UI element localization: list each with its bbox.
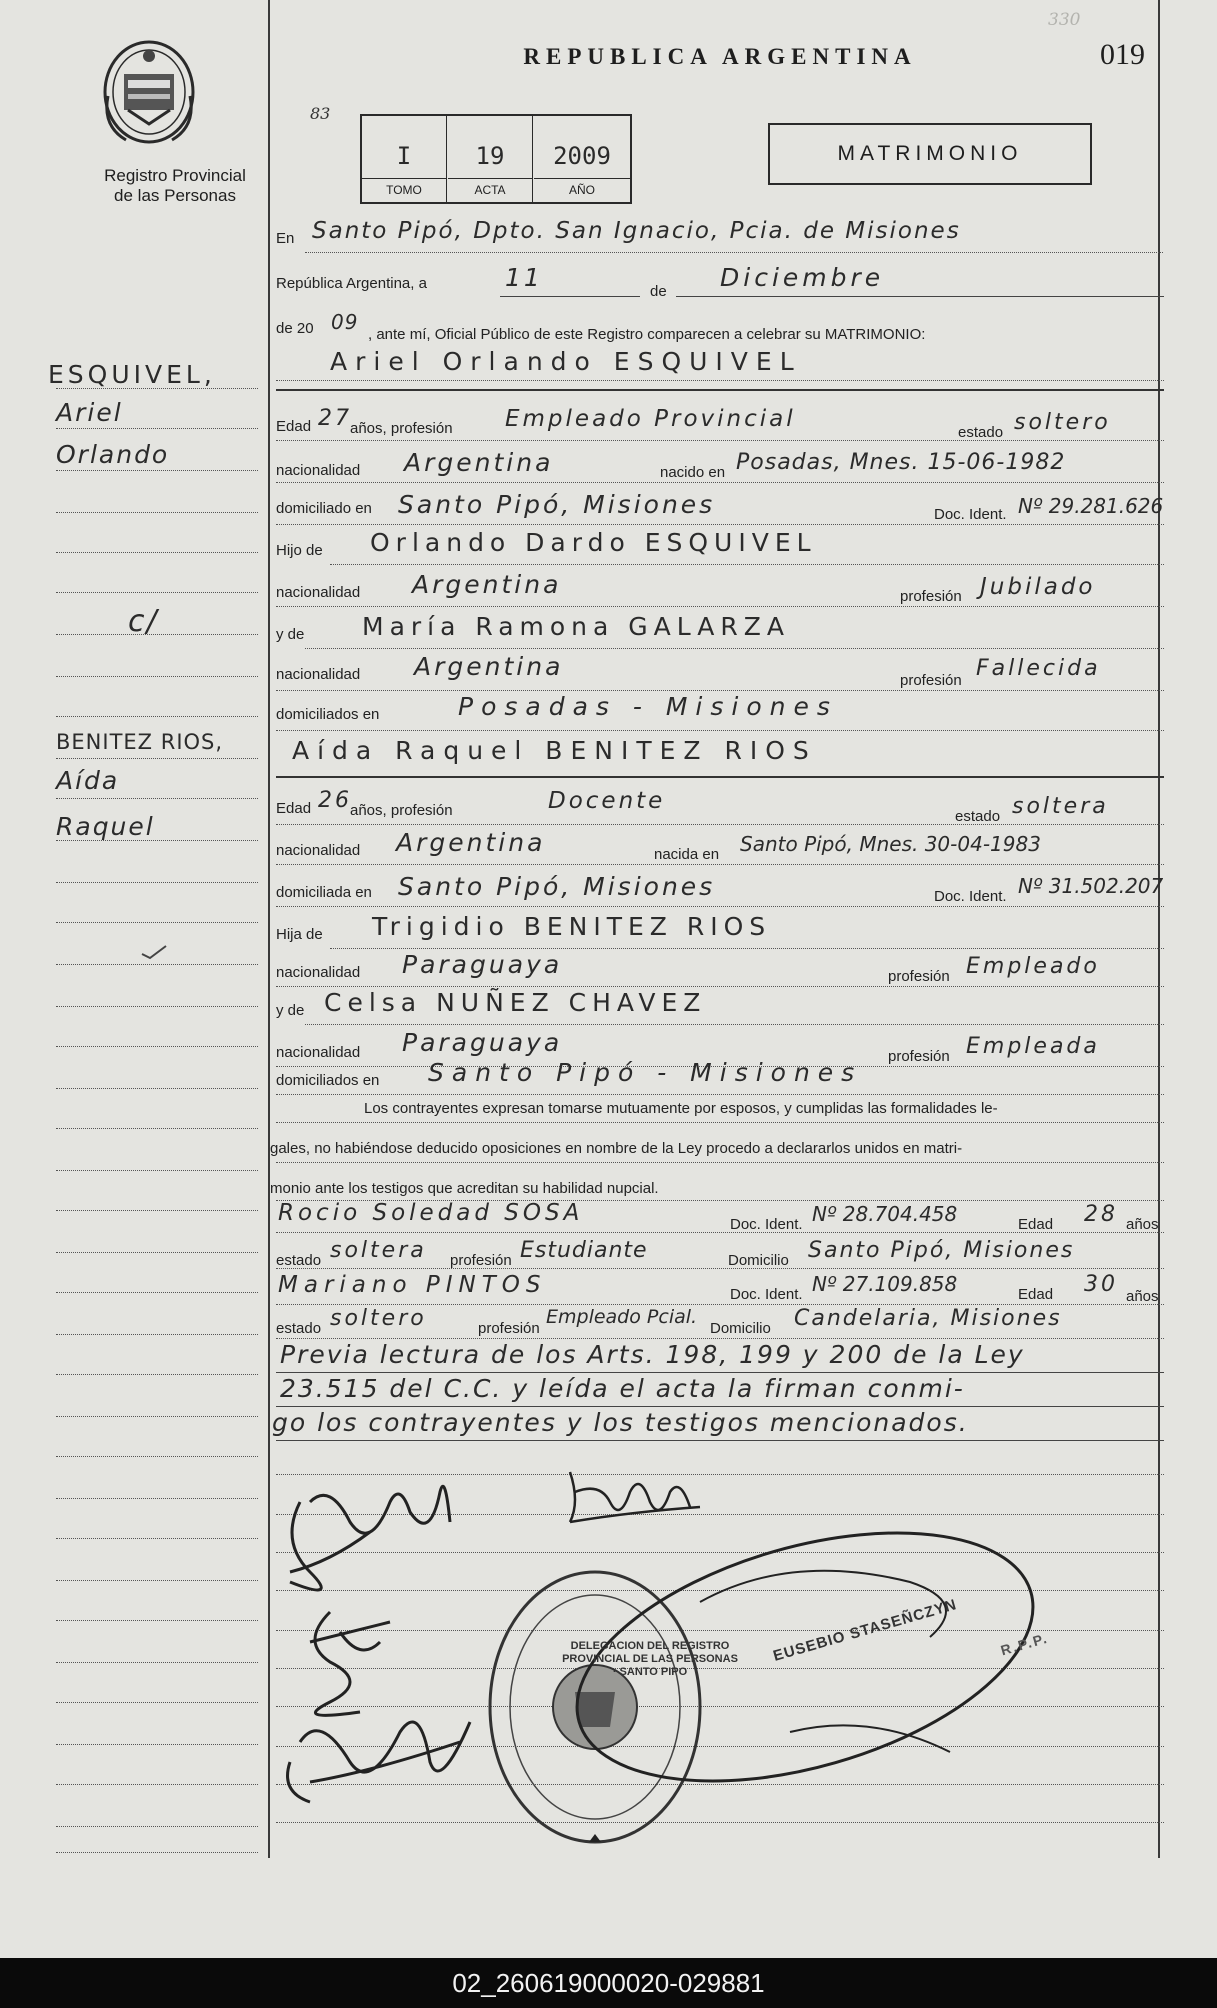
closing-line-1: Previa lectura de los Arts. 198, 199 y 200 de la Ley — [280, 1340, 1025, 1369]
c1-padre: Orlando Dardo ESQUIVEL — [370, 528, 817, 557]
page-number: 019 — [1100, 38, 1145, 71]
t2-doc: Nº 27.109.858 — [812, 1272, 958, 1296]
dotted-line — [276, 690, 1164, 691]
margin-line — [56, 1498, 258, 1499]
margin-line — [56, 592, 258, 593]
dotted-line — [330, 948, 1164, 949]
t2-nombre: Mariano PINTOS — [278, 1272, 547, 1298]
c2-domicilio: Santo Pipó, Misiones — [398, 872, 716, 901]
dotted-line — [276, 380, 1164, 381]
c2-nacionalidad: Argentina — [396, 828, 546, 857]
section-separator — [276, 776, 1164, 778]
dotted-line — [276, 906, 1164, 907]
dotted-line — [276, 1122, 1164, 1123]
margin-line — [56, 798, 258, 799]
dotted-line — [276, 1094, 1164, 1095]
margin-line — [56, 1662, 258, 1663]
corner-pencil-mark: 330 — [1048, 10, 1081, 30]
c1-estado: soltero — [1014, 410, 1111, 435]
t1-estado: soltera — [330, 1238, 427, 1263]
label-anios: años — [1126, 1288, 1159, 1305]
label-y-de: y de — [276, 1002, 305, 1019]
label-comparecen: , ante mí, Oficial Público de este Registro comparecen a celebrar su MATRIMONIO: — [368, 326, 926, 343]
mes-field: Diciembre — [720, 263, 885, 292]
legal-text-line-1: Los contrayentes expresan tomarse mutuamente por esposos, y cumplidas las formalidades le- — [364, 1100, 998, 1117]
label-doc-ident: Doc. Ident. — [934, 506, 1007, 523]
margin-line — [56, 1620, 258, 1621]
label-estado: estado — [958, 424, 1004, 441]
margin-line — [56, 1334, 258, 1335]
margin-conj: c/ — [128, 604, 159, 639]
matrimonio-box: MATRIMONIO — [768, 123, 1092, 185]
dotted-line — [276, 1268, 1164, 1269]
label-nacionalidad: nacionalidad — [276, 1044, 361, 1061]
anio-field: 09 — [331, 310, 359, 334]
margin-line — [56, 1580, 258, 1581]
label-nacionalidad: nacionalidad — [276, 462, 361, 479]
dotted-line — [305, 252, 1163, 253]
margin-n2-line1: BENITEZ RIOS, — [56, 730, 224, 754]
label-domiciliados-en: domiciliados en — [276, 1072, 380, 1089]
margin-line — [56, 1538, 258, 1539]
solid-line — [676, 296, 1164, 297]
label-estado: estado — [955, 808, 1001, 825]
c2-padre-nac: Paraguaya — [402, 950, 563, 979]
t2-edad: 30 — [1084, 1272, 1118, 1297]
t1-doc: Nº 28.704.458 — [812, 1202, 958, 1226]
margin-line — [56, 512, 258, 513]
label-profesion: profesión — [888, 1048, 950, 1065]
registro-title: Registro Provincial de las Personas — [104, 166, 246, 205]
margin-line — [56, 716, 258, 717]
acta-cell: 19 ACTA — [448, 116, 533, 202]
signature-testigo-2 — [288, 1722, 471, 1802]
c2-profesion: Docente — [548, 788, 666, 814]
c2-madre-prof: Empleada — [966, 1034, 1100, 1059]
dotted-line — [276, 524, 1164, 525]
oval-stamp-rpp: R.P.P. — [998, 1629, 1051, 1659]
t1-profesion: Estudiante — [520, 1238, 648, 1263]
c1-padre-prof: Jubilado — [980, 574, 1096, 600]
c1-nacionalidad: Argentina — [404, 448, 554, 477]
margin-line — [56, 470, 258, 471]
c1-madre-prof: Fallecida — [976, 656, 1101, 681]
c2-estado: soltera — [1012, 794, 1109, 819]
label-republica-a: República Argentina, a — [276, 275, 427, 292]
check-mark-icon — [140, 942, 170, 962]
label-de: de — [650, 283, 667, 300]
label-anios-profesion: años, profesión — [350, 420, 453, 437]
signature-contrayente-2 — [570, 1472, 700, 1522]
dia-field: 11 — [505, 263, 543, 292]
round-stamp-text: DELEGACION DEL REGISTRO PROVINCIAL DE LAS PERSONAS · SANTO PIPO — [562, 1640, 738, 1678]
dotted-line — [276, 1232, 1164, 1233]
c1-edad: 27 — [318, 406, 352, 431]
signature-testigo-1 — [310, 1612, 390, 1715]
margin-line — [56, 1826, 258, 1827]
label-hijo-de: Hijo de — [276, 542, 323, 559]
margin-n1-line2: Ariel — [56, 398, 123, 427]
margin-line — [56, 1374, 258, 1375]
solid-line — [276, 1372, 1164, 1373]
dotted-line — [276, 440, 1164, 441]
label-profesion: profesión — [450, 1252, 512, 1269]
margin-line — [56, 1852, 258, 1853]
label-nacionalidad: nacionalidad — [276, 842, 361, 859]
label-edad: Edad — [276, 418, 312, 435]
label-anios-profesion: años, profesión — [350, 802, 453, 819]
margin-line — [56, 552, 258, 553]
closing-line-3: go los contrayentes y los testigos mencionados. — [272, 1408, 969, 1437]
t1-domicilio: Santo Pipó, Misiones — [808, 1238, 1075, 1263]
solid-line — [500, 296, 640, 297]
c2-padres-dom: Santo Pipó - Misiones — [428, 1058, 863, 1087]
margin-line — [56, 1292, 258, 1293]
t1-nombre: Rocio Soledad SOSA — [278, 1200, 584, 1226]
dotted-line — [276, 1162, 1164, 1163]
margin-n2-line3: Raquel — [56, 812, 155, 841]
label-profesion: profesión — [478, 1320, 540, 1337]
c1-profesion: Empleado Provincial — [505, 406, 796, 432]
margin-line — [56, 634, 258, 635]
label-domiciliados-en: domiciliados en — [276, 706, 380, 723]
c2-padre: Trigidio BENITEZ RIOS — [372, 912, 772, 941]
label-doc-ident: Doc. Ident. — [730, 1216, 803, 1233]
lugar-field: Santo Pipó, Dpto. San Ignacio, Pcia. de Misiones — [312, 218, 961, 244]
margin-line — [56, 1210, 258, 1211]
tomo-acta-anio-box — [360, 114, 632, 204]
label-doc-ident: Doc. Ident. — [730, 1286, 803, 1303]
republica-title: REPUBLICA ARGENTINA — [523, 44, 917, 69]
margin-line — [56, 1702, 258, 1703]
t2-estado: soltero — [330, 1306, 427, 1331]
c2-doc: Nº 31.502.207 — [1018, 874, 1164, 898]
margin-line — [56, 1416, 258, 1417]
dotted-line — [276, 1338, 1164, 1339]
t2-profesion: Empleado Pcial. — [546, 1306, 698, 1328]
label-domicilio: Domicilio — [710, 1320, 771, 1337]
margin-line — [56, 1784, 258, 1785]
margin-line — [56, 1128, 258, 1129]
label-nacido-en: nacido en — [660, 464, 726, 481]
margin-line — [56, 758, 258, 759]
margin-line — [56, 964, 258, 965]
label-de-20: de 20 — [276, 320, 314, 337]
label-edad: Edad — [1018, 1286, 1054, 1303]
solid-line — [276, 1406, 1164, 1407]
c1-doc: Nº 29.281.626 — [1018, 494, 1164, 518]
label-edad: Edad — [1018, 1216, 1054, 1233]
margin-line — [56, 1252, 258, 1253]
label-nacionalidad: nacionalidad — [276, 666, 361, 683]
label-nacida-en: nacida en — [654, 846, 720, 863]
scan-id-footer: 02_260619000020-029881 — [0, 1958, 1217, 2008]
signature-contrayente-1 — [290, 1486, 450, 1590]
c1-padre-nac: Argentina — [412, 570, 562, 599]
margin-n2-line2: Aída — [56, 766, 120, 795]
dotted-line — [276, 864, 1164, 865]
label-domiciliado-en: domiciliado en — [276, 500, 372, 517]
margin-n1-line3: Orlando — [56, 440, 170, 469]
c1-nacimiento: Posadas, Mnes. 15-06-1982 — [736, 450, 1066, 475]
margin-line — [56, 1170, 258, 1171]
label-domiciliada-en: domiciliada en — [276, 884, 372, 901]
margin-line — [56, 388, 258, 389]
margin-line — [56, 676, 258, 677]
section-separator — [276, 389, 1164, 391]
c2-padre-prof: Empleado — [966, 954, 1100, 979]
margin-line — [56, 882, 258, 883]
margin-line — [56, 1088, 258, 1089]
legal-text-line-3: monio ante los testigos que acreditan su habilidad nupcial. — [270, 1180, 659, 1197]
dotted-line — [330, 564, 1164, 565]
c1-madre: María Ramona GALARZA — [362, 612, 790, 641]
dotted-line — [305, 1024, 1164, 1025]
margin-handwritten-mark: 83 — [310, 104, 331, 123]
label-doc-ident: Doc. Ident. — [934, 888, 1007, 905]
oval-stamp-text: EUSEBIO STASEÑCZYN — [771, 1596, 959, 1665]
anio-cell: 2009 AÑO — [534, 116, 630, 202]
label-hija-de: Hija de — [276, 926, 323, 943]
solid-line — [276, 1440, 1164, 1441]
label-domicilio: Domicilio — [728, 1252, 789, 1269]
margin-line — [56, 922, 258, 923]
contrayente1-nombre: Ariel Orlando ESQUIVEL — [330, 347, 802, 376]
margin-line — [56, 1744, 258, 1745]
margin-n1-line1: ESQUIVEL, — [48, 360, 216, 389]
c2-madre: Celsa NUÑEZ CHAVEZ — [324, 988, 707, 1017]
tomo-cell: I TOMO — [362, 116, 447, 202]
provincial-crest-icon — [98, 36, 200, 148]
dotted-line — [276, 730, 1164, 731]
label-anios: años — [1126, 1216, 1159, 1233]
label-profesion: profesión — [888, 968, 950, 985]
label-profesion: profesión — [900, 672, 962, 689]
label-edad: Edad — [276, 800, 312, 817]
closing-line-2: 23.515 del C.C. y leída el acta la firman conmi- — [280, 1374, 965, 1403]
margin-line — [56, 428, 258, 429]
dotted-line — [305, 648, 1164, 649]
margin-line — [56, 840, 258, 841]
legal-text-line-2: gales, no habiéndose deducido oposiciones en nombre de la Ley procedo a declararlos unidos en matri- — [270, 1140, 963, 1157]
c1-madre-nac: Argentina — [414, 652, 564, 681]
dotted-line — [276, 824, 1164, 825]
label-en: En — [276, 230, 295, 247]
c2-madre-nac: Paraguaya — [402, 1028, 563, 1057]
label-estado: estado — [276, 1320, 322, 1337]
dotted-line — [276, 606, 1164, 607]
label-profesion: profesión — [900, 588, 962, 605]
c2-nacimiento: Santo Pipó, Mnes. 30-04-1983 — [740, 832, 1041, 856]
right-rule — [1158, 0, 1160, 1858]
t1-edad: 28 — [1084, 1202, 1118, 1227]
label-nacionalidad: nacionalidad — [276, 584, 361, 601]
label-y-de: y de — [276, 626, 305, 643]
margin-line — [56, 1456, 258, 1457]
margin-line — [56, 1006, 258, 1007]
c1-domicilio: Santo Pipó, Misiones — [398, 490, 716, 519]
dotted-line — [276, 1304, 1164, 1305]
dotted-line — [276, 482, 1164, 483]
label-nacionalidad: nacionalidad — [276, 964, 361, 981]
c2-edad: 26 — [318, 788, 352, 813]
dotted-line — [276, 986, 1164, 987]
label-estado: estado — [276, 1252, 322, 1269]
contrayente2-nombre: Aída Raquel BENITEZ RIOS — [292, 736, 817, 765]
c1-padres-dom: Posadas - Misiones — [458, 692, 838, 721]
t2-domicilio: Candelaria, Misiones — [794, 1306, 1062, 1331]
margin-line — [56, 1046, 258, 1047]
